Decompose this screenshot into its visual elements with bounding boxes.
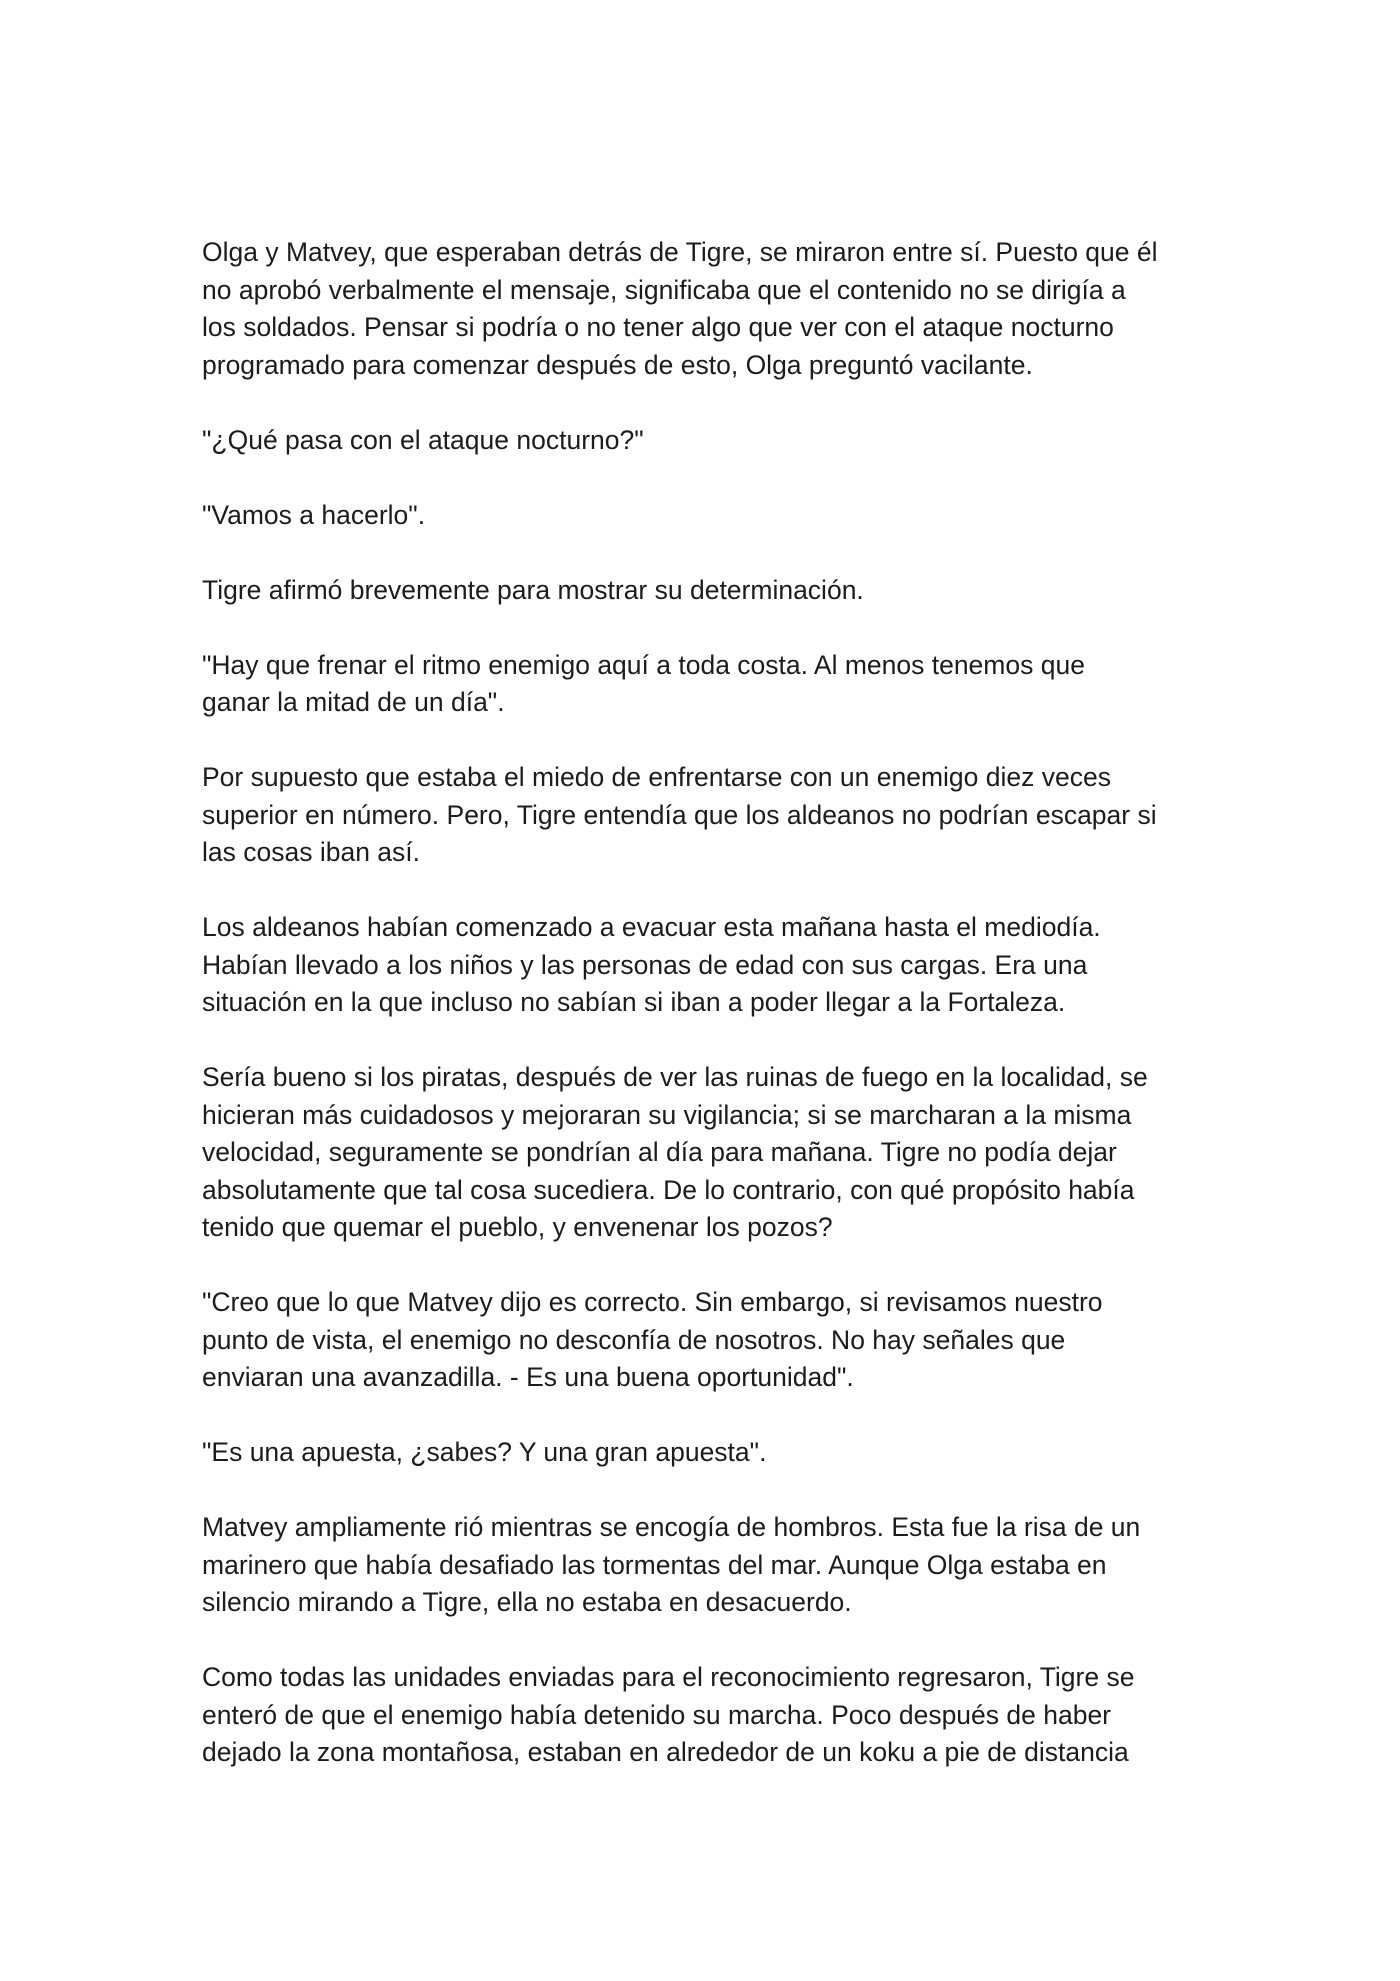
- paragraph: [202, 1434, 1212, 1472]
- paragraph: [202, 909, 1212, 1022]
- text-line: situación en la que incluso no sabían si iban a poder llegar a la Fortaleza.: [202, 987, 1066, 1017]
- text-line: "Hay que frenar el ritmo enemigo aquí a toda costa. Al menos tenemos que: [202, 649, 1085, 680]
- text-line: programado para comenzar después de esto, Olga preguntó vacilante.: [202, 349, 1033, 380]
- text-line: absolutamente que tal cosa sucediera. De lo contrario, con qué propósito había: [202, 1174, 1135, 1205]
- paragraph: [202, 1509, 1212, 1622]
- paragraph: [202, 422, 1212, 460]
- paragraph: [202, 497, 1212, 535]
- text-line: "Vamos a hacerlo".: [202, 499, 426, 530]
- paragraph: [202, 572, 1212, 610]
- text-line: Sería bueno si los piratas, después de ver las ruinas de fuego en la localidad, se: [202, 1062, 1148, 1092]
- paragraph: [202, 1284, 1212, 1397]
- text-line: "Creo que lo que Matvey dijo es correcto. Sin embargo, si revisamos nuestro: [202, 1287, 1103, 1317]
- text-line: no aprobó verbalmente el mensaje, significaba que el contenido no se dirigía a: [202, 274, 1126, 305]
- text-line: silencio mirando a Tigre, ella no estaba en desacuerdo.: [202, 1587, 852, 1617]
- text-line: "Es una apuesta, ¿sabes? Y una gran apuesta".: [202, 1437, 767, 1467]
- paragraph: [202, 647, 1212, 722]
- body-text: [202, 234, 1212, 1772]
- text-line: marinero que había desafiado las tormentas del mar. Aunque Olga estaba en: [202, 1549, 1107, 1580]
- text-line: Matvey ampliamente rió mientras se encogía de hombros. Esta fue la risa de un: [202, 1512, 1141, 1542]
- text-line: Por supuesto que estaba el miedo de enfrentarse con un enemigo diez veces: [202, 762, 1111, 792]
- text-line: enteró de que el enemigo había detenido su marcha. Poco después de haber: [202, 1699, 1112, 1730]
- text-line: Habían llevado a los niños y las personas de edad con sus cargas. Era una: [202, 949, 1088, 980]
- text-line: Olga y Matvey, que esperaban detrás de Tigre, se miraron entre sí. Puesto que él: [202, 237, 1158, 267]
- text-line: velocidad, seguramente se pondrían al día para mañana. Tigre no podía dejar: [202, 1137, 1117, 1167]
- paragraph: [202, 234, 1212, 384]
- paragraph: [202, 1659, 1212, 1772]
- text-line: hicieran más cuidadosos y mejoraran su vigilancia; si se marcharan a la misma: [202, 1099, 1132, 1130]
- text-line: tenido que quemar el pueblo, y envenenar los pozos?: [202, 1212, 833, 1242]
- paragraph: [202, 1059, 1212, 1247]
- text-line: los soldados. Pensar si podría o no tener algo que ver con el ataque nocturno: [202, 312, 1114, 342]
- paragraph: [202, 759, 1212, 872]
- text-line: las cosas iban así.: [202, 837, 421, 867]
- text-line: superior en número. Pero, Tigre entendía que los aldeanos no podrían escapar si: [202, 799, 1157, 830]
- text-line: Los aldeanos habían comenzado a evacuar esta mañana hasta el mediodía.: [202, 912, 1101, 942]
- text-line: enviaran una avanzadilla. - Es una buena oportunidad".: [202, 1362, 854, 1392]
- text-line: ganar la mitad de un día".: [202, 687, 505, 717]
- text-line: dejado la zona montañosa, estaban en alrededor de un koku a pie de distancia: [202, 1737, 1129, 1767]
- text-line: Como todas las unidades enviadas para el reconocimiento regresaron, Tigre se: [202, 1662, 1135, 1692]
- text-line: "¿Qué pasa con el ataque nocturno?": [202, 424, 644, 455]
- text-line: Tigre afirmó brevemente para mostrar su determinación.: [202, 574, 864, 605]
- text-line: punto de vista, el enemigo no desconfía de nosotros. No hay señales que: [202, 1324, 1066, 1355]
